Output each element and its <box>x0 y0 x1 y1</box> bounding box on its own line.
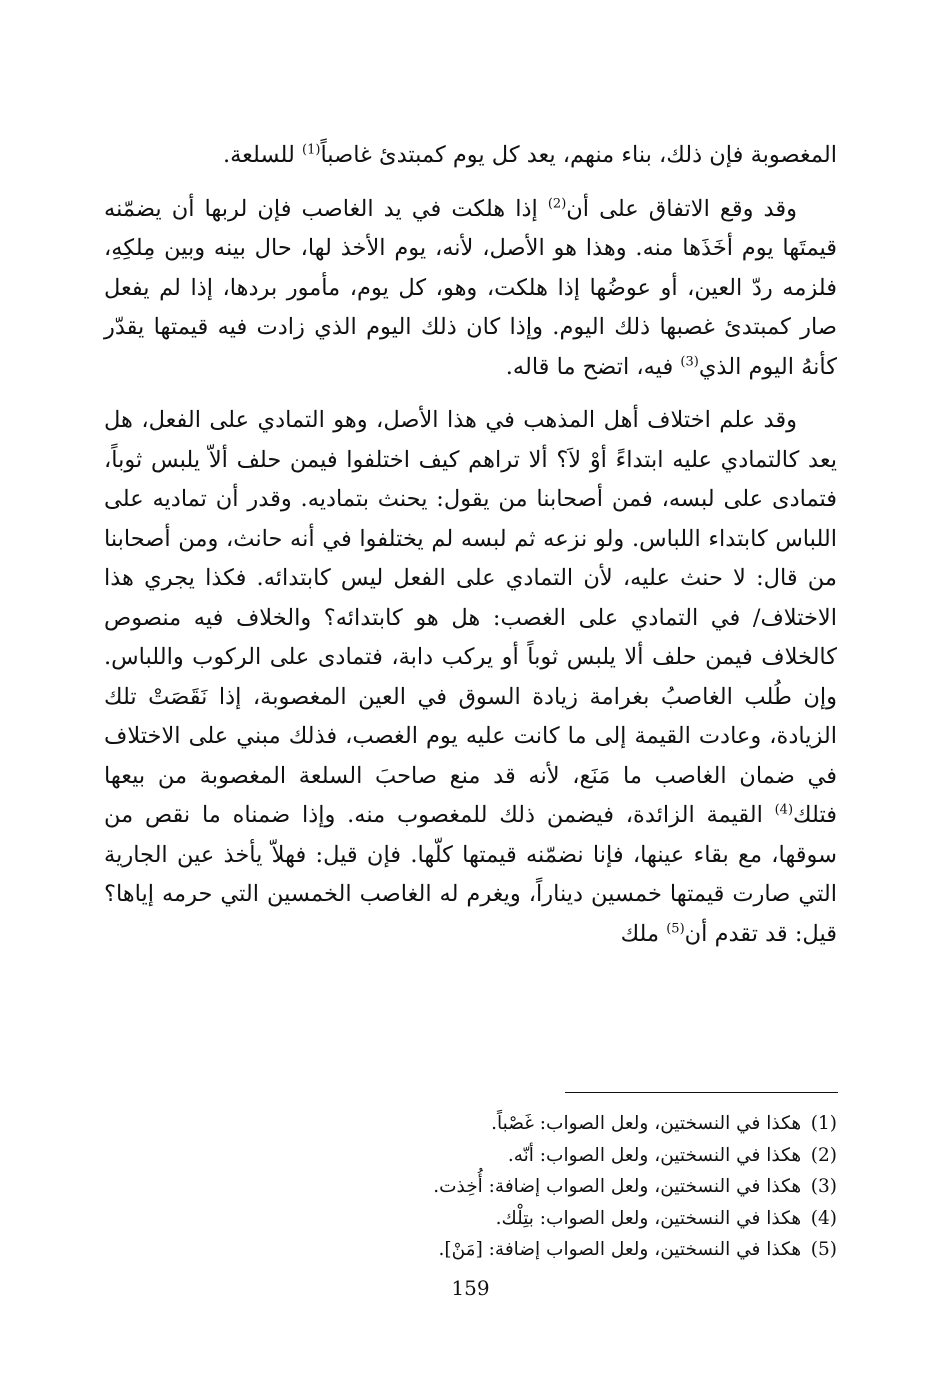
footnote-number: (5) <box>810 1239 837 1260</box>
text-run: إذا هلكت في يد الغاصب فإن لربها أن يضمّنه قيمتَها يوم أخَذَها منه. وهذا هو الأصل، لأنه، يوم الأخذ لها، حال بينه وبين مِلكِهِ، فلزمه ردّ العين، أو عوضُها إذا هلكت، وهو، كل يوم، مأمور بردها، إذا لم يفعل صار كمبتدئ غصبها ذلك اليوم. وإذا كان ذلك اليوم الذي زادت فيه قيمتها يقدّر كأنهُ اليوم الذي <box>104 195 837 380</box>
footnote-ref: (5) <box>666 921 685 936</box>
paragraph <box>104 401 837 954</box>
footnote-text: هكذا في النسختين، ولعل الصواب إضافة: أُخِذت. <box>433 1176 802 1197</box>
paragraph <box>104 190 837 388</box>
footnote <box>300 1234 837 1266</box>
text-run: وقد علم اختلاف أهل المذهب في هذا الأصل، وهو التمادي على الفعل، هل يعد كالتمادي عليه ابتداءً أوْ لاَ؟ ألا تراهم كيف اختلفوا فيمن حلف ألاّ يلبس ثوباً، فتمادى على لبسه، فمن أصحابنا من يقول: يحنث بتماديه. وقدر أن تماديه على اللباس كابتداء اللباس. ولو نزعه ثم لبسه لم يختلفوا في أنه حانث، ومن أصحابنا من قال: لا حنث عليه، لأن التمادي على الفعل ليس كابتدائه. فكذا يجري هذا الاختلاف/ في التمادي على الغصب: هل هو كابتدائه؟ والخلاف فيه منصوص كالخلاف فيمن حلف ألا يلبس ثوباً أو يركب دابة، فتمادى على الركوب واللباس. وإن طُلب الغاصبُ بغرامة زيادة السوق في العين المغصوبة، إذا نَقَصَتْ تلك الزيادة، وعادت القيمة إلى ما كانت عليه يوم الغصب، فذلك مبني على الاختلاف في ضمان الغاصب ما مَنَع، لأنه قد منع صاحبَ السلعة المغصوبة من بيعها فتلك <box>104 407 837 828</box>
text-run: ملك <box>620 920 667 947</box>
footnote-text: هكذا في النسختين، ولعل الصواب إضافة: [مَنْ]. <box>438 1239 802 1260</box>
footnote-number: (3) <box>810 1176 837 1197</box>
footnote-ref: (3) <box>680 354 699 369</box>
text-run: فيه، اتضح ما قاله. <box>505 353 681 380</box>
body-text <box>104 136 837 968</box>
footnote-text: هكذا في النسختين، ولعل الصواب: بتِلْك. <box>495 1207 802 1229</box>
footnote <box>300 1108 837 1140</box>
footnote-number: (2) <box>810 1144 837 1166</box>
footnote <box>300 1203 837 1235</box>
footnote-text: هكذا في النسختين، ولعل الصواب: أنّه. <box>507 1144 802 1166</box>
footnote-number: (4) <box>810 1207 837 1229</box>
footnote <box>300 1171 837 1203</box>
footnote-separator <box>565 1092 838 1093</box>
footnote-ref: (4) <box>774 802 794 818</box>
footnote-ref: (1) <box>302 142 321 158</box>
page-number: 159 <box>451 1276 490 1300</box>
footnotes <box>300 1108 837 1266</box>
footnote <box>300 1140 837 1172</box>
text-run: القيمة الزائدة، فيضمن ذلك للمغصوب منه. وإذا ضمناه ما نقص من سوقها، مع بقاء عينها، فإنا نضمّنه قيمتها كلّها. فإن قيل: فهلاّ يأخذ عين الجارية التي صارت قيمتها خمسين ديناراً، ويغرم له الغاصب الخمسين التي حرمه إياها؟ قيل: قد تقدم أن <box>104 802 837 947</box>
text-run: وقد وقع الاتفاق على أن <box>566 195 797 222</box>
footnote-ref: (2) <box>547 196 567 211</box>
footnote-number: (1) <box>810 1113 837 1134</box>
text-run: للسلعة. <box>222 142 302 168</box>
text-run: المغصوبة فإن ذلك، بناء منهم، يعد كل يوم كمبتدئ غاصباً <box>320 142 837 168</box>
footnote-text: هكذا في النسختين، ولعل الصواب: غَصْباً. <box>491 1113 802 1134</box>
paragraph <box>104 136 837 176</box>
